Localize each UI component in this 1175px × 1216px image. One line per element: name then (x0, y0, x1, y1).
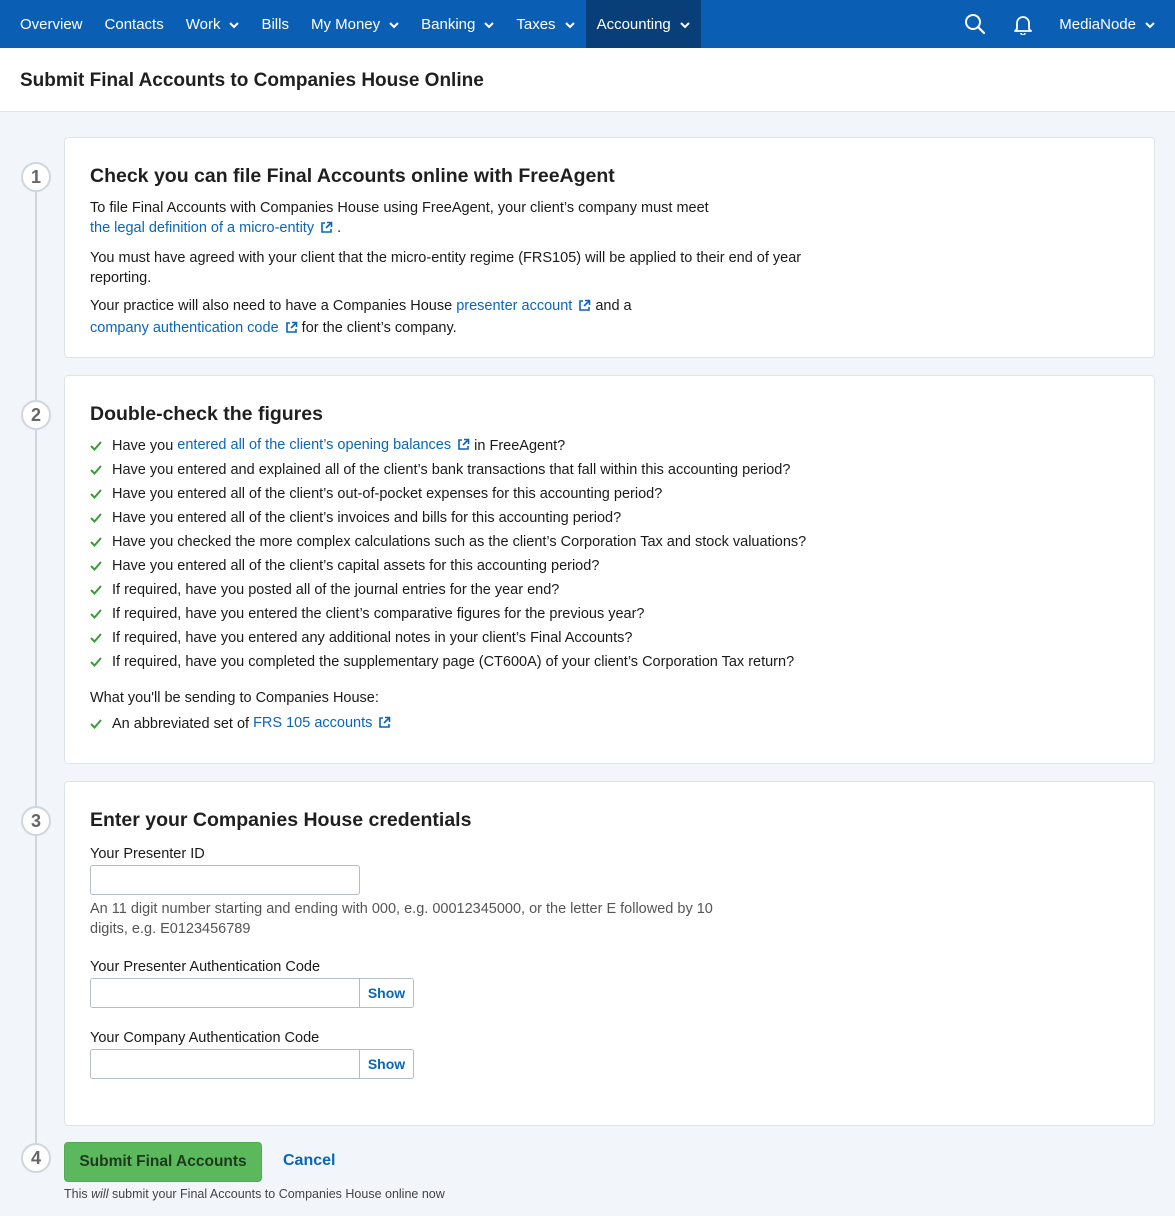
step1-p1-text: To file Final Accounts with Companies House using FreeAgent, your client’s company must meet (90, 200, 709, 216)
checklist-text: If required, have you entered any additional notes in your client’s Final Accounts? (112, 630, 633, 646)
company-auth-code-link[interactable] (90, 320, 298, 336)
check-icon (90, 465, 112, 475)
checklist-item (90, 458, 1129, 482)
show-presenter-auth-button[interactable]: Show (360, 978, 414, 1008)
checklist-pre: Have you (112, 438, 174, 454)
step1-p3-mid: and a (595, 298, 632, 314)
top-navigation (0, 0, 1175, 48)
step-number-1: 1 (21, 162, 51, 192)
chevron-down-icon (565, 16, 575, 33)
step-number-3: 3 (21, 806, 51, 836)
nav-right-group (951, 0, 1175, 48)
checklist-item (90, 554, 1129, 578)
checklist-item (90, 650, 1129, 674)
company-auth-label: Your Company Authentication Code (90, 1030, 320, 1046)
submit-footnote (64, 1187, 445, 1201)
checklist-post: in FreeAgent? (474, 438, 566, 454)
step1-p3-text: Your practice will also need to have a Companies House (90, 298, 453, 314)
step1-card (64, 137, 1155, 358)
check-icon (90, 657, 112, 667)
sending-item (90, 712, 1129, 736)
step1-paragraph-1 (90, 198, 1129, 240)
micro-entity-link-label: the legal definition of a micro-entity (90, 220, 315, 236)
step1-title: Check you can file Final Accounts online with FreeAgent (90, 165, 615, 187)
check-icon (90, 561, 112, 571)
checklist-text: If required, have you posted all of the journal entries for the year end? (112, 582, 560, 598)
nav-contacts[interactable] (94, 0, 175, 48)
presenter-auth-field (90, 978, 1129, 1008)
frs105-link-label: FRS 105 accounts (253, 715, 373, 731)
bell-icon[interactable] (999, 0, 1047, 48)
checklist-text: If required, have you entered the client’s comparative figures for the previous year? (112, 606, 645, 622)
step1-p2-text: You must have agreed with your client that the micro-entity regime (FRS105) will be applied to their end of year (90, 250, 802, 266)
nav-label: Bills (261, 15, 289, 33)
external-link-icon (578, 298, 591, 318)
step-number-2: 2 (21, 400, 51, 430)
checklist-text: Have you entered all of the client’s out-of-pocket expenses for this accounting period? (112, 486, 663, 502)
nav-label: My Money (310, 15, 381, 33)
nav-label: Banking (421, 15, 476, 33)
step2-card (64, 375, 1155, 764)
step-timeline (35, 176, 37, 1160)
check-icon (90, 513, 112, 523)
page-title: Submit Final Accounts to Companies House Online (20, 70, 484, 91)
presenter-id-label: Your Presenter ID (90, 846, 205, 862)
presenter-auth-label: Your Presenter Authentication Code (90, 959, 321, 975)
checklist-item (90, 602, 1129, 626)
sending-pre: An abbreviated set of (112, 716, 250, 732)
company-auth-input[interactable] (90, 1049, 360, 1079)
submit-final-accounts-button[interactable]: Submit Final Accounts (64, 1142, 262, 1182)
check-icon (90, 489, 112, 499)
footnote-post: submit your Final Accounts to Companies House online now (111, 1187, 445, 1201)
hint-line-1: An 11 digit number starting and ending with 000, e.g. 00012345000, or the letter E followed by 10 (90, 901, 713, 917)
step2-title: Double-check the figures (90, 403, 323, 425)
page-header (0, 48, 1175, 112)
presenter-id-input[interactable] (90, 865, 360, 895)
show-company-auth-button[interactable]: Show (360, 1049, 414, 1079)
nav-work[interactable] (175, 0, 251, 48)
check-icon (90, 537, 112, 547)
chevron-down-icon (484, 16, 494, 33)
external-link-icon (285, 320, 298, 340)
cancel-link[interactable]: Cancel (283, 1152, 336, 1169)
nav-label: Taxes (516, 15, 556, 33)
checklist-text: Have you entered all of the client’s invoices and bills for this accounting period? (112, 510, 622, 526)
micro-entity-link[interactable] (90, 220, 333, 236)
step1-paragraph-2 (90, 248, 1129, 288)
step3-title: Enter your Companies House credentials (90, 809, 472, 831)
search-icon[interactable] (951, 0, 999, 48)
external-link-icon (378, 713, 391, 737)
nav-accounting[interactable] (586, 0, 701, 48)
nav-overview[interactable] (0, 0, 94, 48)
opening-balances-link-label: entered all of the client’s opening balances (177, 437, 452, 453)
nav-label: Overview (20, 15, 83, 33)
nav-taxes[interactable] (505, 0, 585, 48)
nav-label: Accounting (596, 15, 671, 33)
step-number-4: 4 (21, 1143, 51, 1173)
check-icon (90, 441, 112, 451)
checklist-item (90, 578, 1129, 602)
external-link-icon (457, 435, 470, 459)
check-icon (90, 719, 112, 729)
presenter-auth-input[interactable] (90, 978, 360, 1008)
step1-p3-end: for the client’s company. (301, 320, 457, 336)
user-menu[interactable] (1047, 0, 1175, 48)
chevron-down-icon (229, 16, 239, 33)
chevron-down-icon (1145, 16, 1155, 33)
checklist-item (90, 626, 1129, 650)
checklist-item (90, 434, 1129, 458)
checklist-item (90, 530, 1129, 554)
footnote-emphasis: will (91, 1187, 109, 1201)
checklist-text: Have you entered and explained all of the client’s bank transactions that fall within this accounting period? (112, 462, 791, 478)
figures-checklist (90, 434, 1129, 674)
nav-label: Work (185, 15, 221, 33)
nav-bills[interactable] (250, 0, 300, 48)
chevron-down-icon (389, 16, 399, 33)
nav-label: Contacts (104, 15, 164, 33)
check-icon (90, 585, 112, 595)
nav-banking[interactable] (410, 0, 505, 48)
presenter-account-link[interactable] (456, 298, 591, 314)
chevron-down-icon (680, 16, 690, 33)
nav-my-money[interactable] (300, 0, 410, 48)
step3-card (64, 781, 1155, 1126)
frs105-accounts-link[interactable] (253, 711, 391, 737)
step1-p2-end: reporting. (90, 270, 152, 286)
presenter-account-link-label: presenter account (456, 298, 573, 314)
check-icon (90, 609, 112, 619)
presenter-id-hint (90, 899, 1129, 939)
user-name: MediaNode (1059, 15, 1136, 33)
checklist-text: Have you entered all of the client’s capital assets for this accounting period? (112, 558, 600, 574)
checklist-text: If required, have you completed the supplementary page (CT600A) of your client’s Corporation Tax return? (112, 654, 795, 670)
external-link-icon (320, 220, 333, 240)
hint-line-2: digits, e.g. E0123456789 (90, 921, 251, 937)
check-icon (90, 633, 112, 643)
checklist-item (90, 506, 1129, 530)
sending-label: What you'll be sending to Companies House: (90, 690, 379, 706)
company-auth-field (90, 1049, 1129, 1079)
checklist-item (90, 482, 1129, 506)
footnote-pre: This (64, 1187, 88, 1201)
sending-list (90, 712, 1129, 736)
opening-balances-link[interactable] (177, 433, 470, 459)
step1-p1-end: . (337, 220, 342, 236)
step1-paragraph-3 (90, 296, 1129, 340)
checklist-text: Have you checked the more complex calculations such as the client’s Corporation Tax and stock valuations? (112, 534, 807, 550)
company-auth-code-link-label: company authentication code (90, 320, 279, 336)
